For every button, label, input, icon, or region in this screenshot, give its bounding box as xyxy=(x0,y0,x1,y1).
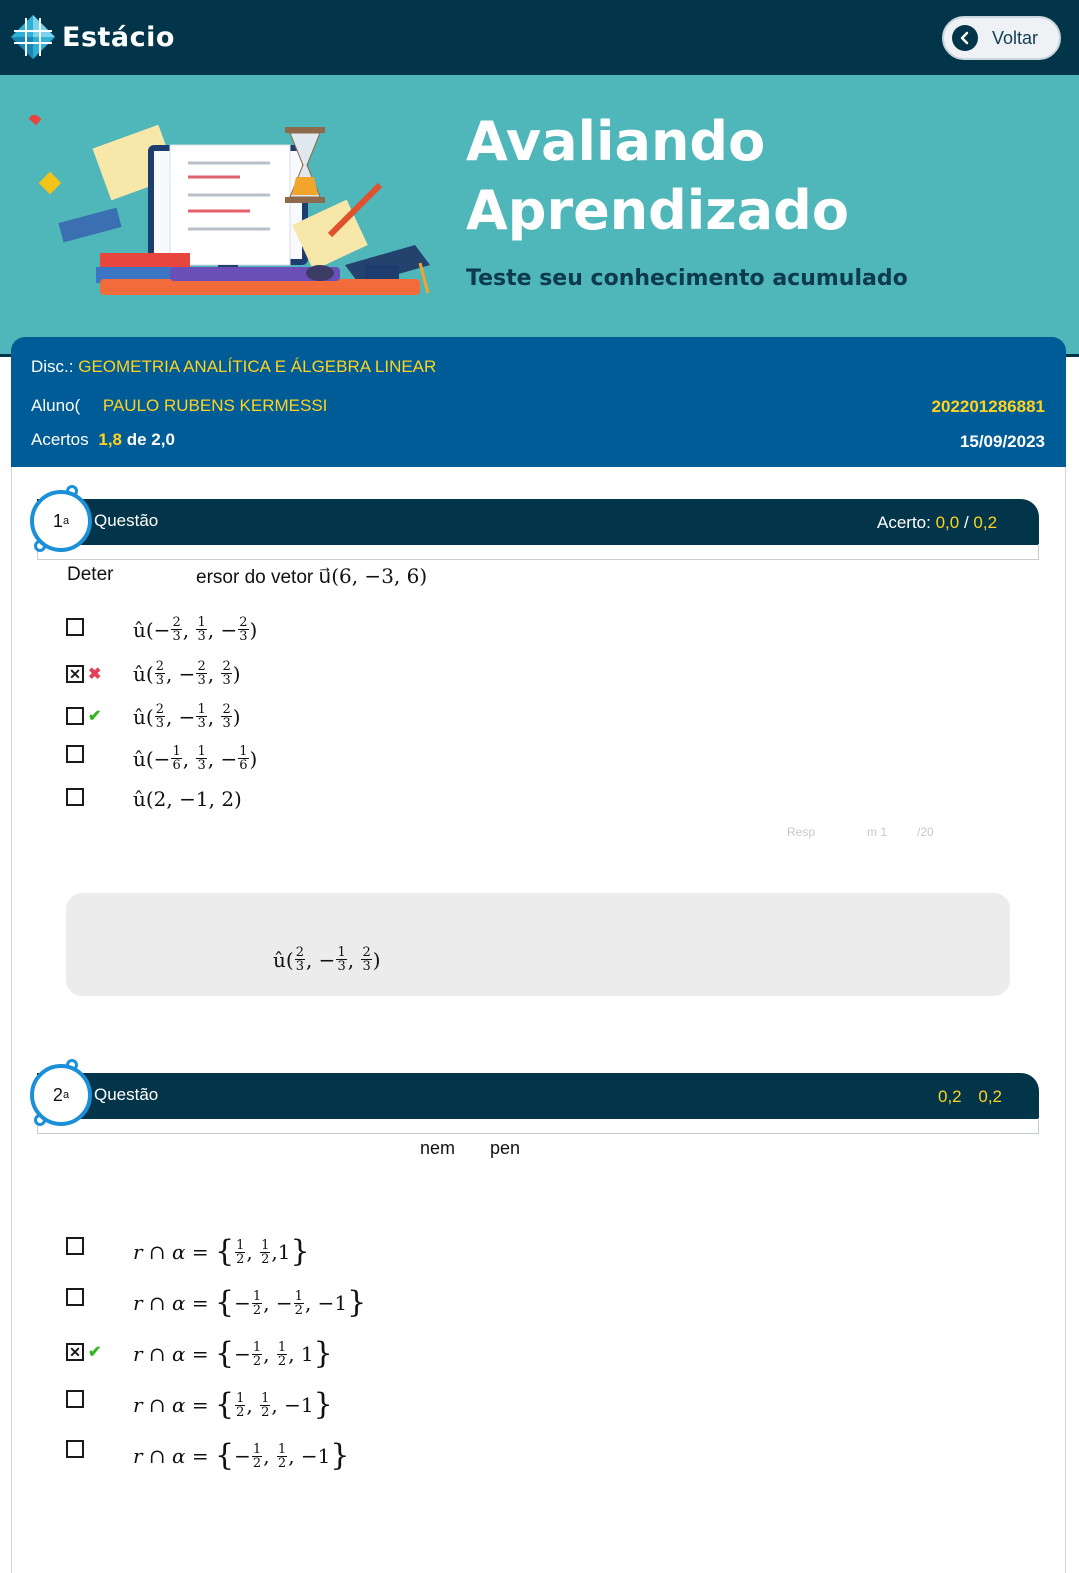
faint-20: /20 xyxy=(917,825,934,839)
q2-option-e-expr: r ∩ α = { − $\frac{1}{2}$ , $\frac{1}{2}$ , −1 } xyxy=(133,1438,350,1473)
diamond-logo-icon xyxy=(10,14,56,60)
hits-label: Acertos xyxy=(31,430,89,449)
discipline-value: GEOMETRIA ANALÍTICA E ÁLGEBRA LINEAR xyxy=(78,357,437,376)
top-bar xyxy=(0,0,1079,75)
learning-illustration xyxy=(20,115,450,305)
q1-option-a-expr: û(− $\frac{2}{3}$ , $\frac{1}{3}$ , − $\frac{2}{3}$ ) xyxy=(133,615,258,644)
q1-option-c[interactable] xyxy=(66,701,108,731)
question-2-number: 2 xyxy=(52,1084,63,1105)
checkbox[interactable] xyxy=(66,788,84,806)
correct-check-icon: ✔ xyxy=(88,1344,102,1361)
hits-row xyxy=(31,430,175,450)
hero-title-line1: Avaliando xyxy=(466,110,766,173)
checkbox[interactable] xyxy=(66,1440,84,1458)
question-1-number-badge xyxy=(30,490,92,552)
student-label: Aluno( xyxy=(31,396,81,415)
q2-option-e[interactable] xyxy=(66,1434,84,1464)
checked-checkbox[interactable]: ✕ xyxy=(66,665,84,683)
correct-check-icon: ✔ xyxy=(88,708,102,725)
exam-date: 15/09/2023 xyxy=(959,432,1045,451)
q1-option-a[interactable] xyxy=(66,612,84,642)
q2-option-c[interactable] xyxy=(66,1337,108,1367)
discipline-row xyxy=(31,357,436,377)
score-label: Acerto: xyxy=(877,513,931,532)
checkbox[interactable] xyxy=(66,1288,84,1306)
q1-option-d-expr: û(− $\frac{1}{6}$ , $\frac{1}{3}$ , − $\frac{1}{6}$ ) xyxy=(133,744,258,773)
q1-option-c-expr: û( $\frac{2}{3}$ , − $\frac{1}{3}$ , $\frac{2}{3}$ ) xyxy=(133,702,241,731)
student-row xyxy=(31,396,327,416)
checkbox[interactable] xyxy=(66,1390,84,1408)
question-1-number: 1 xyxy=(52,510,63,531)
hero-banner xyxy=(0,75,1079,357)
wrong-x-icon: ✖ xyxy=(88,666,102,683)
q2-option-b[interactable] xyxy=(66,1282,84,1312)
q2-option-b-expr: r ∩ α = { − $\frac{1}{2}$ , − $\frac{1}{2}$ , −1 } xyxy=(133,1285,367,1320)
hits-value: 1,8 xyxy=(98,430,123,449)
checked-checkbox[interactable]: ✕ xyxy=(66,1343,84,1361)
question-2-text-b: pen xyxy=(490,1138,521,1158)
q2-option-c-expr: r ∩ α = { − $\frac{1}{2}$ , $\frac{1}{2}$ , 1 } xyxy=(133,1336,333,1371)
hits-total: de 2,0 xyxy=(126,430,175,449)
question-1-text-start: Deter xyxy=(67,564,114,585)
q1-option-e-expr xyxy=(133,787,242,811)
back-button-label: Voltar xyxy=(992,27,1039,48)
answer-expr: û( $\frac{2}{3}$ , − $\frac{1}{3}$ , $\frac{2}{3}$ ) xyxy=(273,945,381,974)
q1-option-b-expr: û( $\frac{2}{3}$ , − $\frac{2}{3}$ , $\frac{2}{3}$ ) xyxy=(133,659,241,688)
score-value: 0,2 xyxy=(938,1087,962,1106)
q1-option-b[interactable] xyxy=(66,659,108,689)
discipline-label: Disc.: xyxy=(31,357,74,376)
chevron-left-icon xyxy=(952,25,978,51)
q2-option-a[interactable] xyxy=(66,1231,84,1261)
score-value: 0,0 xyxy=(935,513,960,532)
question-1-title: Questão xyxy=(94,511,159,530)
question-2-ordinal: a xyxy=(62,1089,70,1101)
hero-subtitle: Teste seu conhecimento acumulado xyxy=(466,266,908,291)
logo-text: Estácio xyxy=(62,21,175,53)
question-1-ordinal: a xyxy=(62,515,70,527)
answer-box xyxy=(66,893,1010,996)
score-max: 0,2 xyxy=(978,1087,1003,1106)
student-name: PAULO RUBENS KERMESSI xyxy=(102,396,328,415)
q2-option-a-expr: r ∩ α = { $\frac{1}{2}$ , $\frac{1}{2}$ ,1 } xyxy=(133,1234,310,1269)
question-1-text: ersor do vetor xyxy=(196,567,314,588)
q2-option-d[interactable] xyxy=(66,1384,84,1414)
checkbox[interactable] xyxy=(66,618,84,636)
back-button[interactable] xyxy=(942,16,1061,60)
question-1-divider xyxy=(37,544,1039,560)
hero-title xyxy=(466,107,849,245)
question-1-score xyxy=(877,513,997,533)
question-1-text-end xyxy=(196,564,427,589)
faint-m: m 1 xyxy=(867,825,888,839)
enrollment-number: 202201286881 xyxy=(931,397,1045,416)
checkbox[interactable] xyxy=(66,707,84,725)
question-2-title: Questão xyxy=(94,1085,159,1104)
hero-title-line2: Aprendizado xyxy=(466,179,849,242)
student-info-panel xyxy=(11,337,1066,467)
faint-resp: Resp xyxy=(787,825,816,839)
question-1-vector: u⃗(6, −3, 6) xyxy=(318,564,428,588)
question-2-header xyxy=(37,1073,1039,1119)
question-2-text-a: nem xyxy=(420,1138,456,1158)
question-2-divider xyxy=(37,1118,1039,1134)
q1-option-e[interactable] xyxy=(66,782,84,812)
checkbox[interactable] xyxy=(66,745,84,763)
estacio-logo[interactable] xyxy=(10,14,175,60)
q1-option-e-text: û(2, −1, 2) xyxy=(133,787,242,811)
score-separator: / xyxy=(959,513,974,532)
q2-option-d-expr: r ∩ α = { $\frac{1}{2}$ , $\frac{1}{2}$ , −1 } xyxy=(133,1387,333,1422)
question-2-number-badge xyxy=(30,1064,92,1126)
q1-option-d[interactable] xyxy=(66,739,84,769)
score-max: 0,2 xyxy=(973,513,998,532)
question-2-score xyxy=(938,1087,1002,1107)
checkbox[interactable] xyxy=(66,1237,84,1255)
